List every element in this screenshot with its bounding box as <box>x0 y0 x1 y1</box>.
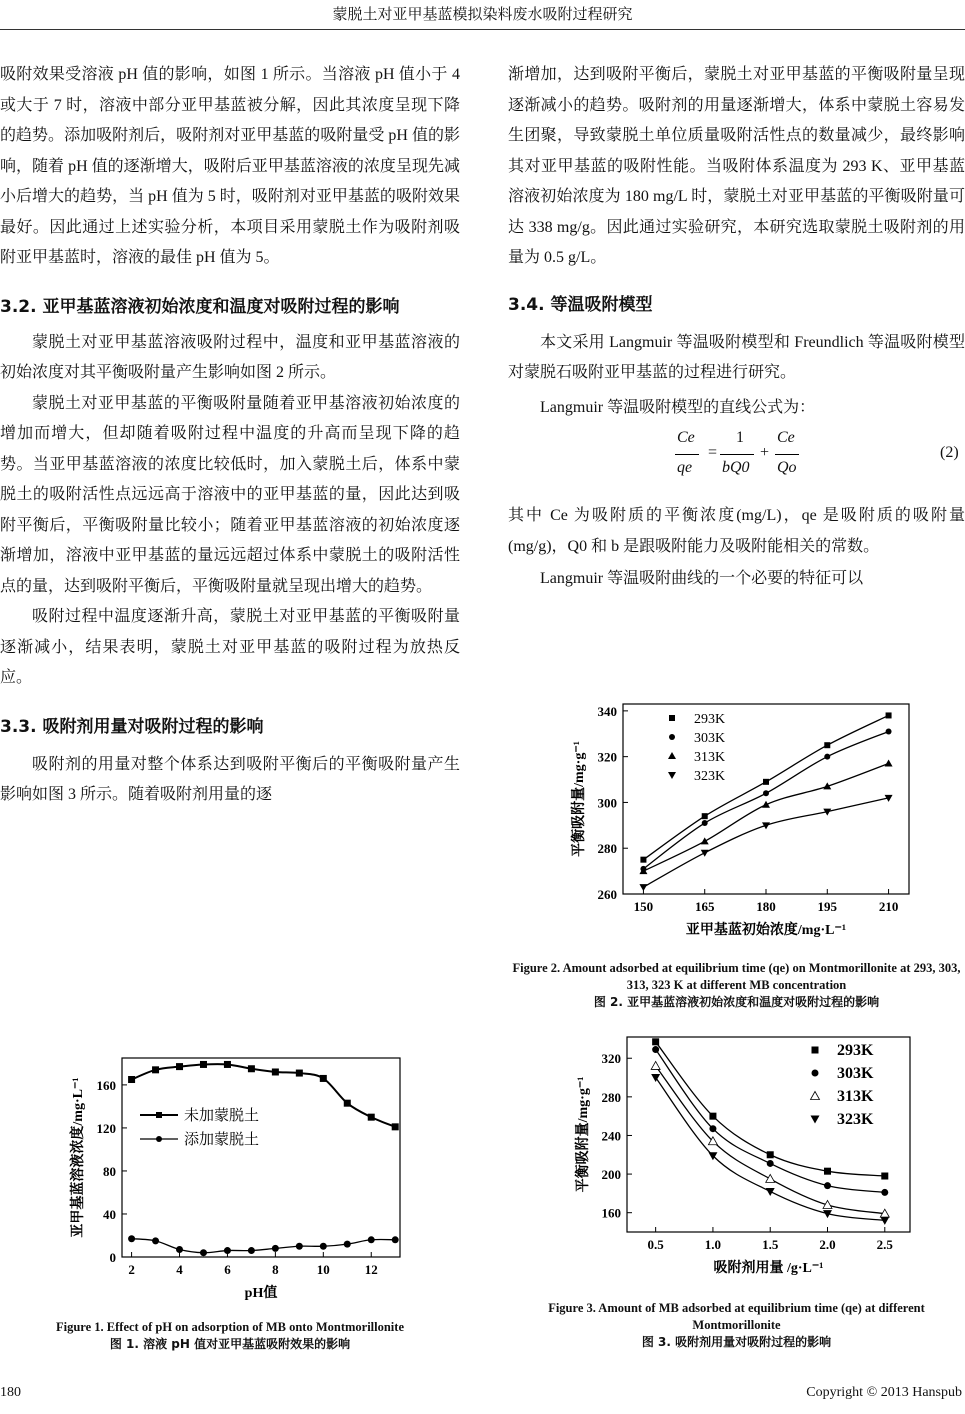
paragraph: Langmuir 等温吸附曲线的一个必要的特征可以 <box>540 570 864 587</box>
y-axis-label: 亚甲基蓝溶液浓度/mg·L⁻¹ <box>71 1077 86 1238</box>
marker-circle <box>886 728 892 734</box>
marker-square <box>824 742 830 748</box>
y-tick-label: 120 <box>96 1120 116 1136</box>
figure-1-chart <box>60 1040 405 1310</box>
x-tick-label: 180 <box>756 899 776 914</box>
eq-term: + <box>760 444 770 461</box>
marker-square <box>200 1061 207 1068</box>
paragraph: 吸附剂的用量对整个体系达到吸附平衡后的平衡吸附量产生影响如图 3 所示。随着吸附剂用量的逐 <box>0 755 460 803</box>
x-tick-label: 1.0 <box>704 1237 722 1252</box>
marker-square <box>652 1038 659 1045</box>
x-axis-label: pH值 <box>244 1286 278 1301</box>
marker-triangle-down <box>651 1074 660 1082</box>
y-tick-label: 320 <box>597 749 617 765</box>
x-tick-label: 6 <box>224 1262 231 1277</box>
marker-triangle <box>668 752 676 759</box>
x-tick-label: 4 <box>176 1262 183 1277</box>
marker-circle <box>320 1243 327 1250</box>
marker-square <box>128 1076 135 1083</box>
marker-square <box>368 1114 375 1121</box>
eq-term: = <box>708 444 718 461</box>
marker-triangle-open <box>651 1061 660 1069</box>
legend-label: 303K <box>694 731 726 746</box>
marker-triangle-down <box>880 1217 889 1225</box>
x-axis-label: 吸附剂用量 /g·L⁻¹ <box>713 1261 824 1276</box>
marker-circle <box>368 1236 375 1243</box>
x-tick-label: 8 <box>272 1262 279 1277</box>
marker-circle <box>176 1246 183 1253</box>
marker-square <box>881 1173 888 1180</box>
y-tick-label: 320 <box>601 1051 621 1067</box>
marker-triangle-down <box>639 884 647 891</box>
marker-square <box>344 1100 351 1107</box>
marker-circle <box>200 1249 207 1256</box>
marker-square <box>886 712 892 718</box>
marker-circle <box>881 1189 888 1196</box>
marker-square <box>320 1075 327 1082</box>
legend-label: 293K <box>837 1042 874 1059</box>
plot-frame <box>122 1058 400 1257</box>
marker-square <box>669 715 675 721</box>
figure-2-caption <box>508 960 965 1011</box>
y-tick-label: 200 <box>601 1167 621 1183</box>
caption-cn: 图 1. 溶液 pH 值对亚甲基蓝吸附效果的影响 <box>109 1337 351 1351</box>
legend-label: 293K <box>694 712 726 727</box>
figure-3-chart <box>560 1030 920 1285</box>
marker-circle <box>824 1182 831 1189</box>
marker-square <box>224 1061 231 1068</box>
marker-square <box>709 1113 716 1120</box>
section-heading-3-4: 3.4. 等温吸附模型 <box>508 294 653 315</box>
marker-triangle-down <box>701 850 709 857</box>
marker-circle <box>702 820 708 826</box>
legend-label: 323K <box>837 1111 874 1128</box>
series-line-未加蒙脱土 <box>132 1064 396 1127</box>
legend-label: 323K <box>694 769 726 784</box>
marker-square <box>248 1065 255 1072</box>
marker-square <box>812 1047 819 1054</box>
caption-en: Figure 1. Effect of pH on adsorption of MB onto Montmorillonite <box>55 1320 404 1334</box>
paragraph: 渐增加，达到吸附平衡后，蒙脱土对亚甲基蓝的平衡吸附量呈现逐渐减小的趋势。吸附剂的用量逐渐增大，体系中蒙脱土容易发生团聚，导致蒙脱土单位质量吸附活性点的数量减少，最终影响其对亚甲基蓝的吸附性能。当吸附体系温度为 293 K、亚甲基蓝溶液初始浓度为 180 mg/L 时，蒙脱土对亚甲基蓝的平衡吸附量可达 338 mg/g。因此通过实验研究，本研究选取蒙脱土吸附剂的用量为 0.5 g/L。 <box>508 66 965 266</box>
series-line-323K <box>643 798 888 887</box>
marker-triangle-open <box>811 1092 820 1100</box>
eq-term: qe <box>677 459 693 476</box>
x-axis-label: 亚甲基蓝初始浓度/mg·L⁻¹ <box>685 923 847 938</box>
legend-label: 313K <box>694 750 726 765</box>
marker-triangle <box>885 760 893 767</box>
marker-square <box>702 813 708 819</box>
marker-square <box>824 1168 831 1175</box>
marker-circle <box>763 790 769 796</box>
y-tick-label: 340 <box>597 703 617 719</box>
marker-circle <box>652 1046 659 1053</box>
x-tick-label: 150 <box>633 899 654 914</box>
marker-square <box>156 1112 162 1118</box>
legend-label: 未加蒙脱土 <box>184 1108 260 1124</box>
eq-term: Ce <box>777 429 795 446</box>
equation-number: (2) <box>940 444 959 461</box>
caption-en: Figure 2. Amount adsorbed at equilibrium time (qe) on Montmorillonite at 293, 303, 313, 323 K at different MB concentration <box>512 961 961 992</box>
marker-circle <box>669 734 675 740</box>
eq-term: 1 <box>736 429 744 446</box>
legend-label: 313K <box>837 1088 874 1105</box>
y-tick-label: 160 <box>601 1205 621 1221</box>
header-rule <box>0 29 965 30</box>
marker-square <box>296 1070 303 1077</box>
x-tick-label: 2.5 <box>876 1237 893 1252</box>
marker-circle <box>156 1136 162 1142</box>
paragraph: 吸附过程中温度逐渐升高，蒙脱土对亚甲基蓝的平衡吸附量逐渐减小，结果表明，蒙脱土对亚甲基蓝的吸附过程为放热反应。 <box>0 608 460 686</box>
paragraph: 蒙脱土对亚甲基蓝的平衡吸附量随着亚甲基溶液初始浓度的增加而增大，但却随着吸附过程中温度的升高而呈现下降的趋势。当亚甲基蓝溶液的浓度比较低时，加入蒙脱土后，体系中蒙脱土的吸附活性点远远高于溶液中的亚甲基蓝的量，因此达到吸附平衡后，平衡吸附量比较小；随着亚甲基蓝溶液的初始浓度逐渐增加，溶液中亚甲基蓝的量远远超过体系中蒙脱土的吸附活性点的量，达到吸附平衡后，平衡吸附量就呈现出增大的趋势。 <box>0 394 460 595</box>
y-tick-label: 40 <box>103 1206 116 1222</box>
y-tick-label: 80 <box>103 1163 116 1179</box>
series-line-添加蒙脱土 <box>132 1239 396 1253</box>
x-tick-label: 165 <box>694 899 715 914</box>
section-heading-3-2: 3.2. 亚甲基蓝溶液初始浓度和温度对吸附过程的影响 <box>0 296 400 317</box>
y-tick-label: 280 <box>601 1089 621 1105</box>
x-tick-label: 1.5 <box>762 1237 779 1252</box>
x-tick-label: 210 <box>878 899 899 914</box>
copyright: Copyright © 2013 Hanspub <box>806 1385 962 1400</box>
x-tick-label: 12 <box>364 1262 378 1277</box>
x-tick-label: 10 <box>316 1262 330 1277</box>
x-tick-label: 2.0 <box>819 1237 836 1252</box>
y-axis-label: 平衡吸附量/mg·g⁻¹ <box>572 741 587 857</box>
marker-triangle-down <box>811 1116 820 1124</box>
series-line-293K <box>643 715 888 859</box>
equation-2 <box>508 423 965 501</box>
paragraph: 蒙脱土对亚甲基蓝溶液吸附过程中，温度和亚甲基蓝溶液的初始浓度对其平衡吸附量产生影响如图 2 所示。 <box>0 333 460 381</box>
y-tick-label: 160 <box>96 1077 116 1093</box>
page-number: 180 <box>0 1385 21 1400</box>
y-axis-label: 平衡吸附量/mg·g⁻¹ <box>576 1076 591 1193</box>
fraction-bar <box>775 454 799 455</box>
marker-triangle <box>701 837 709 844</box>
plot-frame <box>623 704 909 894</box>
marker-square <box>272 1068 279 1075</box>
y-tick-label: 0 <box>109 1250 116 1265</box>
paragraph: 本文采用 Langmuir 等温吸附模型和 Freundlich 等温吸附模型对蒙脱石吸附亚甲基蓝的过程进行研究。 <box>508 333 965 381</box>
fraction-bar <box>675 454 699 455</box>
marker-circle <box>709 1125 716 1132</box>
marker-circle <box>248 1247 255 1254</box>
figure-3-caption <box>508 1300 965 1351</box>
y-tick-label: 240 <box>601 1128 621 1144</box>
x-tick-label: 195 <box>817 899 838 914</box>
marker-circle <box>767 1160 774 1167</box>
marker-square <box>763 779 769 785</box>
fraction-bar <box>720 454 754 455</box>
marker-circle <box>812 1070 819 1077</box>
running-header: 蒙脱土对亚甲基蓝模拟染料废水吸附过程研究 <box>332 7 633 23</box>
caption-en: Figure 3. Amount of MB adsorbed at equilibrium time (qe) at different Montmorillonite <box>548 1301 925 1332</box>
caption-cn: 图 3. 吸附剂用量对吸附过程的影响 <box>641 1335 832 1349</box>
marker-circle <box>344 1241 351 1248</box>
marker-triangle-down <box>766 1188 775 1196</box>
x-tick-label: 2 <box>128 1262 135 1277</box>
marker-circle <box>824 754 830 760</box>
paragraph: 其中 Ce 为吸附质的平衡浓度(mg/L)，qe 是吸附质的吸附量(mg/g)，Q0 和 b 是跟吸附能力及吸附能相关的常数。 <box>508 507 965 555</box>
right-column <box>508 60 965 595</box>
figure-1-caption <box>0 1319 460 1353</box>
marker-circle <box>296 1243 303 1250</box>
marker-square <box>152 1066 159 1073</box>
section-heading-3-3: 3.3. 吸附剂用量对吸附过程的影响 <box>0 716 264 737</box>
marker-triangle-down <box>668 772 676 779</box>
legend-label: 303K <box>837 1065 874 1082</box>
marker-circle <box>128 1235 135 1242</box>
marker-triangle-open <box>766 1174 775 1182</box>
paragraph: 吸附效果受溶液 pH 值的影响，如图 1 所示。当溶液 pH 值小于 4 或大于 7 时，溶液中部分亚甲基蓝被分解，因此其浓度呈现下降的趋势。添加吸附剂后，吸附剂对亚甲基蓝的吸附量受 pH 值的影响，随着 pH 值的逐渐增大，吸附后亚甲基蓝溶液的浓度呈现先减小后增大的趋势，当 pH 值为 5 时，吸附剂对亚甲基蓝的吸附效果最好。因此通过上述实验分析，本项目采用蒙脱土作为吸附剂吸附亚甲基蓝时，溶液的最佳 pH 值为 5。 <box>0 66 460 266</box>
marker-circle <box>392 1236 399 1243</box>
marker-square <box>176 1063 183 1070</box>
eq-term: Qo <box>777 459 797 476</box>
caption-cn: 图 2. 亚甲基蓝溶液初始浓度和温度对吸附过程的影响 <box>593 995 880 1009</box>
eq-term: bQ0 <box>722 459 750 476</box>
eq-term: Ce <box>677 429 695 446</box>
left-column <box>0 60 460 811</box>
marker-square <box>767 1151 774 1158</box>
figure-2-chart <box>560 698 920 953</box>
y-tick-label: 280 <box>597 841 617 857</box>
y-tick-label: 300 <box>597 795 617 811</box>
x-tick-label: 0.5 <box>647 1237 664 1252</box>
marker-circle <box>224 1247 231 1254</box>
marker-circle <box>272 1245 279 1252</box>
marker-square <box>392 1123 399 1130</box>
y-tick-label: 260 <box>597 887 617 902</box>
legend-label: 添加蒙脱土 <box>184 1132 260 1148</box>
marker-square <box>640 857 646 863</box>
series-line-303K <box>643 731 888 868</box>
marker-circle <box>152 1237 159 1244</box>
paragraph: Langmuir 等温吸附模型的直线公式为： <box>540 398 816 416</box>
